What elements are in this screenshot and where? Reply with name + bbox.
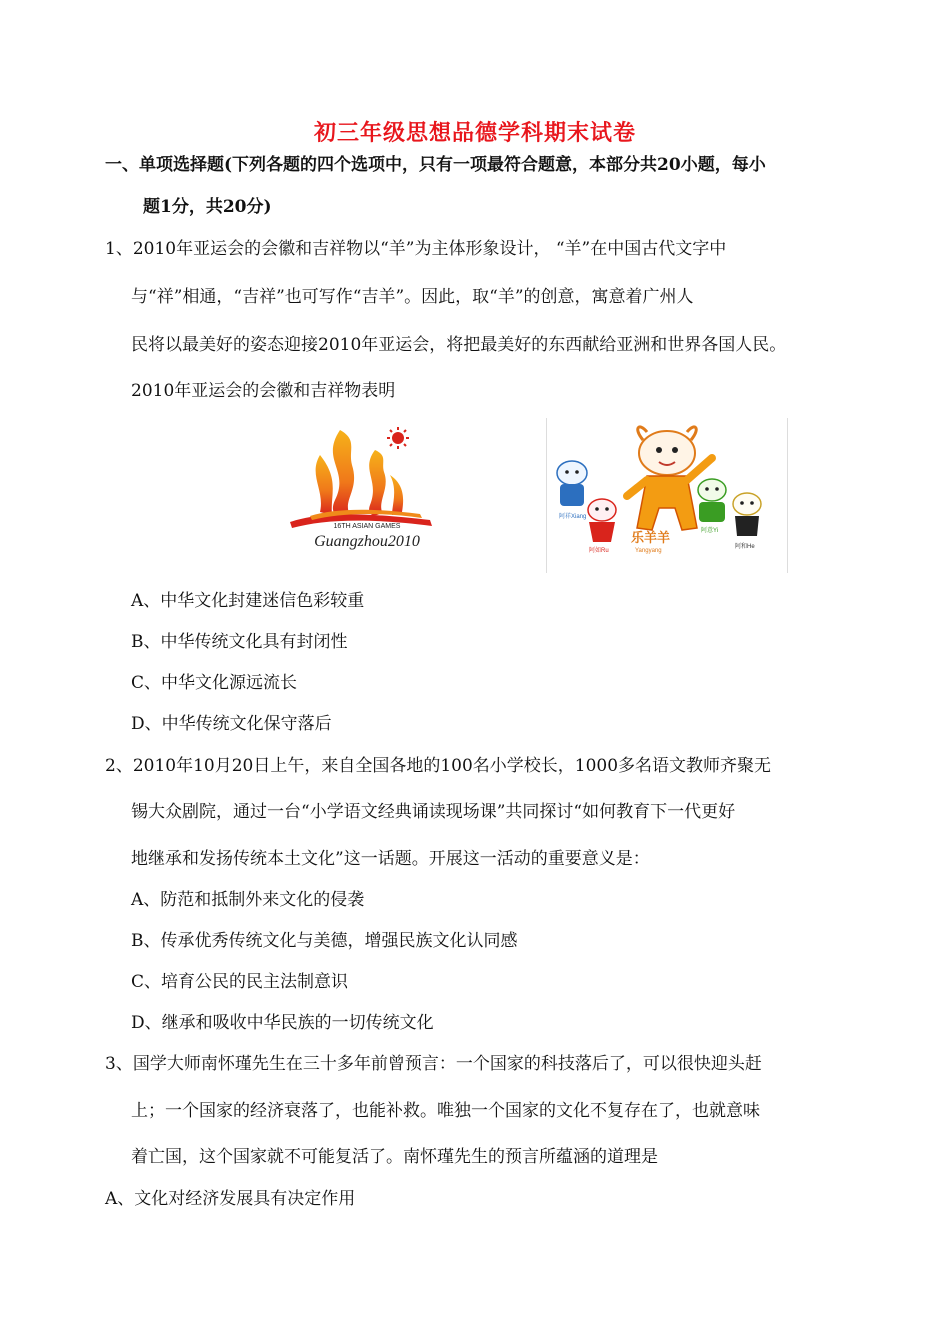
green-goat-mascot: [698, 479, 726, 534]
goat-mascots-icon: [547, 418, 787, 573]
q1-line-1: 1、2010年亚运会的会徽和吉祥物以“羊”为主体形象设计， “羊”在中国古代文字中: [105, 239, 727, 259]
mascot-label-he: 阿和He: [735, 544, 755, 550]
asian-games-mascots: [546, 418, 788, 573]
q1-option-a: A、中华文化封建迷信色彩较重: [131, 591, 365, 611]
q2-option-d: D、继承和吸收中华民族的一切传统文化: [131, 1013, 434, 1033]
emblem-script-text: Guangzhou2010: [314, 533, 420, 550]
section-heading-line2: 题1分，共20分): [143, 197, 272, 217]
q1-line-3: 民将以最美好的姿态迎接2010年亚运会，将把最美好的东西献给亚洲和世界各国人民。: [131, 335, 787, 355]
section-heading-line1: 一、单项选择题(下列各题的四个选项中，只有一项最符合题意，本部分共20小题，每小: [105, 155, 766, 175]
q2-option-a: A、防范和抵制外来文化的侵袭: [131, 890, 365, 910]
mascot-label-yi: 阿意Yi: [701, 528, 719, 534]
q3-line-2: 上；一个国家的经济衰落了，也能补救。唯独一个国家的文化不复存在了，也就意味: [131, 1101, 760, 1121]
asian-games-emblem: [280, 420, 455, 560]
q3-option-a: A、文化对经济发展具有决定作用: [105, 1189, 356, 1209]
q3-line-3: 着亡国，这个国家就不可能复活了。南怀瑾先生的预言所蕴涵的道理是: [131, 1147, 658, 1167]
mascot-label-ru: 阿如Ru: [589, 548, 609, 554]
q2-option-c: C、培育公民的民主法制意识: [131, 972, 349, 992]
q3-line-1: 3、国学大师南怀瑾先生在三十多年前曾预言：一个国家的科技落后了，可以很快迎头赶: [105, 1054, 762, 1074]
blue-goat-mascot: [557, 461, 587, 520]
q2-line-3: 地继承和发扬传统本土文化”这一话题。开展这一活动的重要意义是：: [131, 849, 650, 869]
q2-option-b: B、传承优秀传统文化与美德，增强民族文化认同感: [131, 931, 518, 951]
q1-line-2: 与“祥”相通，“吉祥”也可写作“吉羊”。因此，取“羊”的创意，寓意着广州人: [131, 287, 694, 307]
q2-line-1: 2、2010年10月20日上午，来自全国各地的100名小学校长，1000多名语文教师齐聚无: [105, 756, 772, 776]
black-goat-mascot: [733, 493, 761, 550]
red-goat-mascot: [588, 499, 616, 554]
mascot-name-cn: 乐羊羊: [631, 531, 671, 546]
flame-emblem-icon: [280, 420, 455, 560]
emblem-top-text: 16TH ASIAN GAMES: [333, 523, 401, 530]
page-title: 初三年级思想品德学科期末试卷: [313, 120, 636, 146]
q1-option-d: D、中华传统文化保守落后: [131, 714, 332, 734]
mascot-name-pinyin: Yangyang: [635, 548, 662, 554]
q1-option-c: C、中华文化源远流长: [131, 673, 298, 693]
q1-line-4: 2010年亚运会的会徽和吉祥物表明: [131, 381, 396, 401]
q1-option-b: B、中华传统文化具有封闭性: [131, 632, 348, 652]
q2-line-2: 锡大众剧院，通过一台“小学语文经典诵读现场课”共同探讨“如何教育下一代更好: [131, 802, 736, 822]
mascot-label-xiang: 阿祥Xiang: [559, 514, 587, 520]
